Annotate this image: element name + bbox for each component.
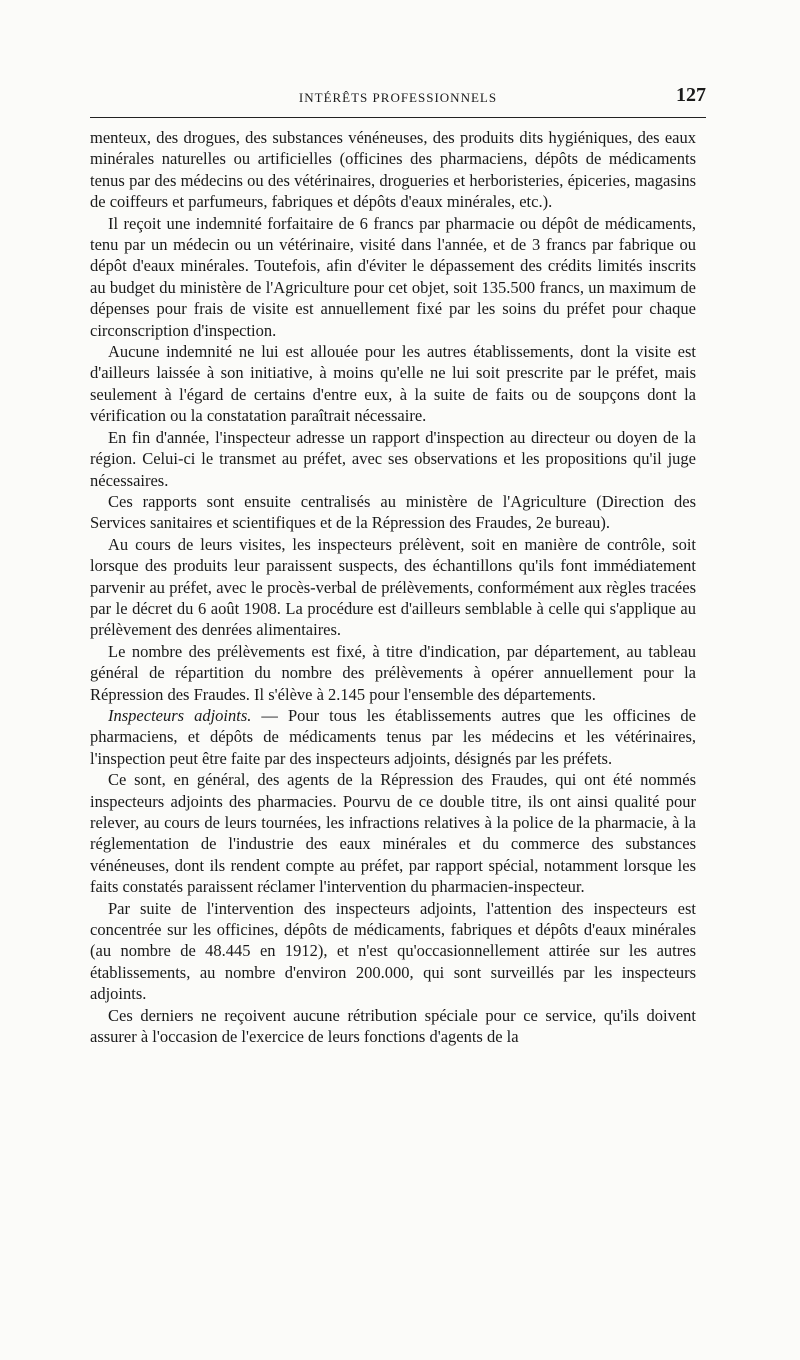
section-lead: Inspecteurs adjoints. bbox=[108, 705, 252, 725]
paragraph: Le nombre des prélèvements est fixé, à titre d'indication, par département, au tableau général de répartition du nombre des prélèvements à opérer annuellement pour la Répression des Fraudes. Il s'élève à 2.145 pour l'ensemble des départements. bbox=[90, 641, 696, 704]
paragraph: Ce sont, en général, des agents de la Répression des Fraudes, qui ont été nommés inspecteurs adjoints des pharmacies. Pourvu de ce double titre, ils ont ainsi qualité pour relever, au cours de leurs tournées, les infractions relatives à la police de la pharmacie, à la réglementation de l'industrie des eaux minérales et du commerce des substances vénéneuses, dont ils rendent compte au préfet, par rapport spécial, notamment lorsque les faits constatés paraissent réclamer l'intervention du pharmacien-inspecteur. bbox=[90, 770, 696, 897]
paragraph-text: — Pour tous les établissements autres que les officines de pharmaciens, et dépôts de médicaments tenus par les médecins et les vétérinaires, l'inspection peut être faite par des inspecteurs adjoints, désignés par les préfets. bbox=[90, 705, 696, 768]
paragraph: Aucune indemnité ne lui est allouée pour les autres établissements, dont la visite est d'ailleurs laissée à son initiative, à moins qu'elle ne lui soit prescrite par le préfet, mais seulement à l'égard de certains d'entre eux, à la suite de faits ou de soupçons dont la vérification ou la constatation paraîtrait nécessaire. bbox=[90, 342, 696, 426]
paragraph: Ces rapports sont ensuite centralisés au ministère de l'Agriculture (Direction des Services sanitaires et scientifiques et de la Répression des Fraudes, 2e bureau). bbox=[90, 491, 696, 533]
paragraph bbox=[90, 705, 696, 769]
header-rule bbox=[90, 117, 706, 118]
page-number: 127 bbox=[676, 84, 706, 106]
running-title: INTÉRÊTS PROFESSIONNELS bbox=[298, 90, 498, 105]
body-text bbox=[90, 127, 696, 1047]
paragraph: Par suite de l'intervention des inspecteurs adjoints, l'attention des inspecteurs est concentrée sur les officines, dépôts de médicaments, fabriques et dépôts d'eaux minérales (au nombre de 48.445 en 1912), et n'est qu'occasionnellement attirée sur les autres établissements, au nombre d'environ 200.000, qui sont surveillés par les inspecteurs adjoints. bbox=[90, 898, 696, 1004]
paragraph: Ces derniers ne reçoivent aucune rétribution spéciale pour ce service, qu'ils doivent assurer à l'occasion de l'exercice de leurs fonctions d'agents de la bbox=[90, 1005, 696, 1047]
paragraph: menteux, des drogues, des substances vénéneuses, des produits dits hygiéniques, des eaux minérales naturelles ou artificielles (officines des pharmaciens, dépôts de médicaments tenus par des médecins ou des vétérinaires, drogueries et herboristeries, épiceries, magasins de coiffeurs et parfumeurs, fabriques et dépôts d'eaux minérales, etc.). bbox=[90, 128, 696, 212]
paragraph: Il reçoit une indemnité forfaitaire de 6 francs par pharmacie ou dépôt de médicaments, tenu par un médecin ou un vétérinaire, visité dans l'année, et de 3 francs par fabrique ou dépôt d'eaux minérales. Toutefois, afin d'éviter le dépassement des crédits limités inscrits au budget du ministère de l'Agriculture pour cet objet, soit 135.500 francs, un maximum de dépenses pour frais de visite est annuellement fixé par les soins du préfet pour chaque circonscription d'inspection. bbox=[90, 213, 696, 340]
paragraph: Au cours de leurs visites, les inspecteurs prélèvent, soit en manière de contrôle, soit lorsque des produits leur paraissent suspects, des échantillons qu'ils font immédiatement parvenir au préfet, avec le procès-verbal de prélèvements, conformément aux règles tracées par le décret du 6 août 1908. La procédure est d'ailleurs semblable à celle qui s'applique au prélèvement des denrées alimentaires. bbox=[90, 534, 696, 640]
paragraph: En fin d'année, l'inspecteur adresse un rapport d'inspection au directeur ou doyen de la région. Celui-ci le transmet au préfet, avec ses observations et les propositions qu'il juge nécessaires. bbox=[90, 427, 696, 490]
page-header bbox=[90, 86, 706, 112]
